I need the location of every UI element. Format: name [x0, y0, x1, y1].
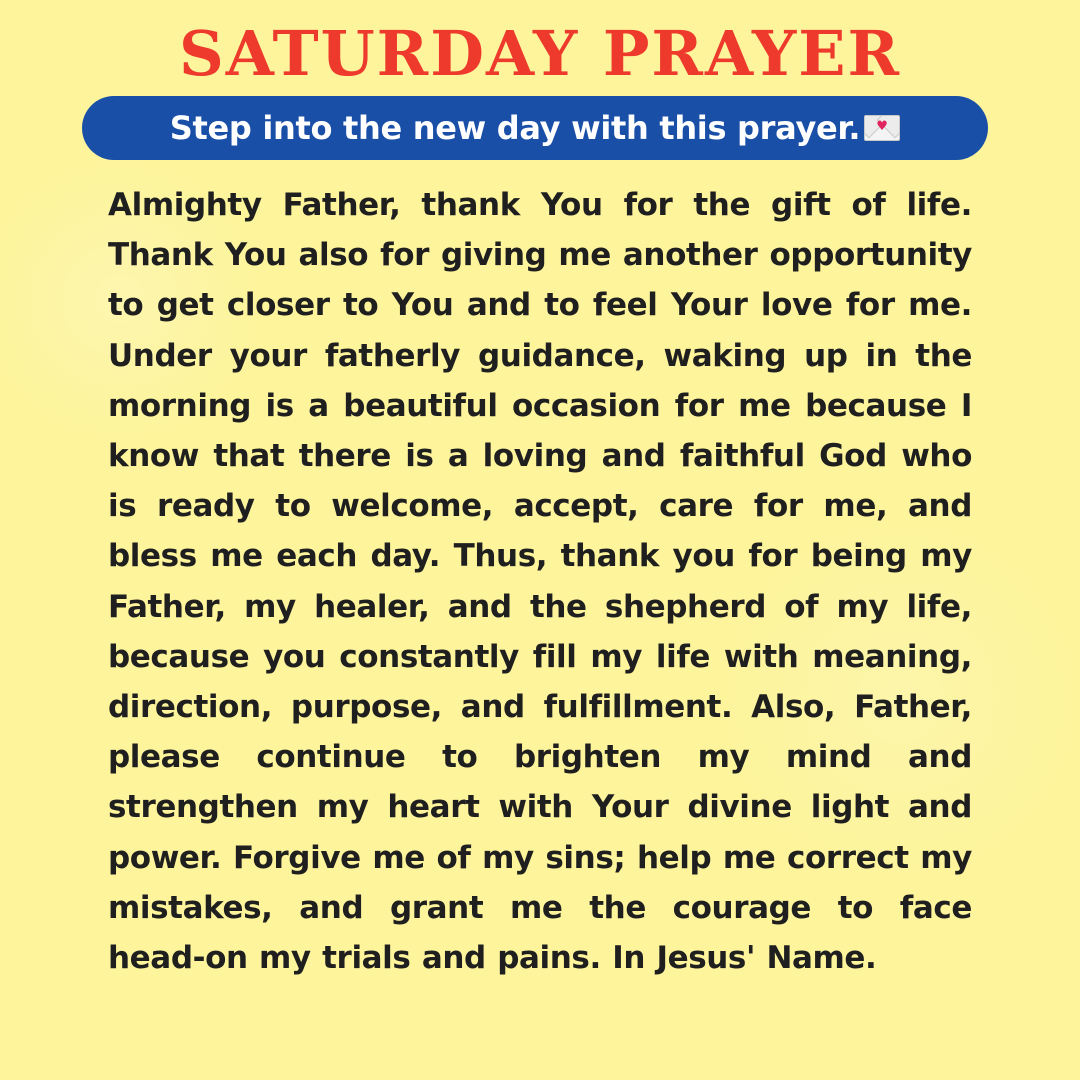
page-title: SATURDAY PRAYER: [178, 17, 902, 90]
heart-icon: ♥: [876, 119, 888, 134]
subtitle-label: Step into the new day with this prayer.: [169, 109, 861, 147]
subtitle-banner: [82, 96, 988, 160]
subtitle-text: [170, 108, 900, 148]
prayer-text: Almighty Father, thank You for the gift of life. Thank You also for giving me another opportunity to get closer to You and to feel Your love for me. Under your fatherly guidance, waking up in the morning is a beautiful occasion for me because I know that there is a loving and faithful God who is ready to welcome, accept, care for me, and bless me each day. Thus, thank you for being my Father, my healer, and the shepherd of my life, because you constantly fill my life with meaning, direction, purpose, and fulfillment. Also, Father, please continue to brighten my mind and strengthen my heart with Your divine light and power. Forgive me of my sins; help me correct my mistakes, and grant me the courage to face head-on my trials and pains. In Jesus' Name.: [108, 187, 972, 977]
love-letter-icon: [864, 115, 900, 141]
